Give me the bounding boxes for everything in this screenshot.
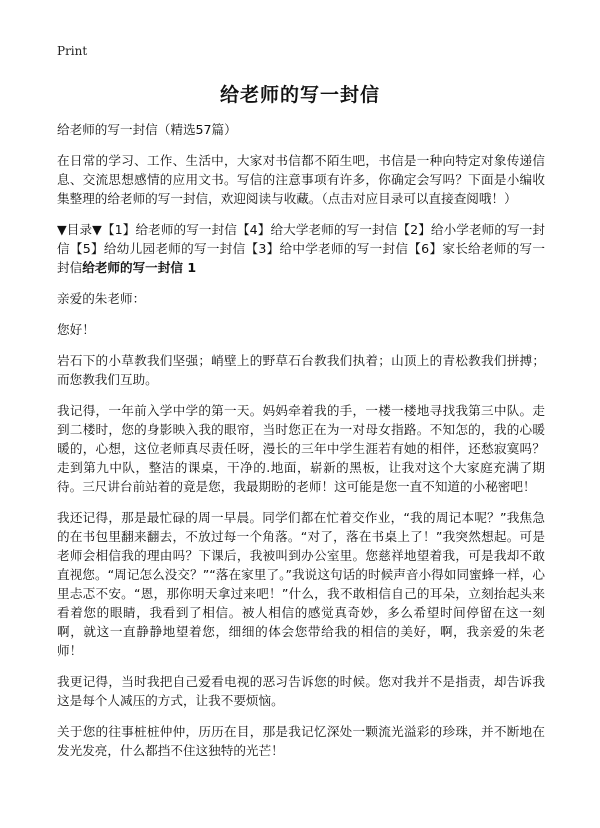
toc-item-6[interactable]: 【6】家长给老师的写一封信 [57, 241, 546, 275]
page-title: 给老师的写一封信 [219, 84, 380, 106]
letter-paragraph: 我还记得，那是最忙碌的周一早晨。同学们都在忙着交作业，“我的周记本呢？”我焦急的在书包里翻来翻去，不放过每一个角落。“对了，落在书桌上了！”我突然想起。可是老师会相信我的理由吗？下课后，我被叫到办公室里。您慈祥地望着我，可是我却不敢直视您。“周记怎么没交？”“落在家里了。”我说这句话的时候声音小得如同蜜蜂一样，心里忐忑不安。“恩，那你明天拿过来吧！”什么，我不敢相信自己的耳朵，立刻抬起头来看着您的眼睛，我看到了相信。被人相信的感觉真奇妙，多么希望时间停留在这一刻啊，就这一直静静地望着您，细细的体会您带给我的相信的美好，啊，我亲爱的朱老师！ [57, 510, 545, 658]
toc-item-1[interactable]: 【1】给老师的写一封信 [101, 222, 237, 237]
table-of-contents [57, 220, 545, 277]
letter-paragraph: 我记得，一年前入学中学的第一天。妈妈牵着我的手，一楼一楼地寻找我第三中队。走到二楼时，您的身影映入我的眼帘，当时您正在为一对母女指路。不知怎的，我的心暖暖的，心想，这位老师真尽责任呀，漫长的三年中学生涯若有她的相伴，还愁寂寞吗？走到第九中队，整洁的课桌，干净的.地面，崭新的黑板，让我对这个大家庭充满了期待。三尺讲台前站着的竟是您，我最期盼的老师！这可能是您一直不知道的小秘密吧！ [57, 403, 545, 494]
section-heading: 给老师的写一封信 1 [82, 260, 197, 275]
letter-greeting: 亲爱的朱老师： [57, 291, 146, 306]
intro-paragraph: 在日常的学习、工作、生活中，大家对书信都不陌生吧，书信是一种向特定对象传递信息、交流思想感情的应用文书。写信的注意事项有许多，你确定会写吗？下面是小编收集整理的给老师的写一封信，欢迎阅读与收藏。（点击对应目录可以直接查阅哦！） [57, 153, 545, 206]
print-label[interactable]: Print [57, 44, 88, 58]
toc-item-3[interactable]: 【3】给中学老师的写一封信 [245, 241, 409, 256]
toc-item-2[interactable]: 【2】给小学老师的写一封信 [57, 222, 546, 256]
toc-prefix: ▼目录▼ [57, 222, 102, 237]
letter-hello: 您好！ [57, 322, 95, 337]
letter-paragraph: 岩石下的小草教我们坚强；峭壁上的野草石台教我们执着；山顶上的青松教我们拼搏；而您教我们互助。 [57, 353, 545, 387]
document-body [57, 120, 545, 772]
letter-paragraph: 我更记得，当时我把自己爱看电视的恶习告诉您的时候。您对我并不是指责，却告诉我这是每个人减压的方式，让我不要烦恼。 [57, 674, 545, 708]
document-subtitle: 给老师的写一封信（精选57篇） [57, 122, 237, 137]
toc-item-5[interactable]: 【5】给幼儿园老师的写一封信 [69, 241, 246, 256]
letter-paragraph: 关于您的往事桩桩仲仲，历历在目，那是我记忆深处一颗流光溢彩的珍珠，并不断地在发光发亮，什么都挡不住这独特的光芒！ [57, 724, 545, 758]
toc-item-4[interactable]: 【4】给大学老师的写一封信 [236, 222, 398, 237]
